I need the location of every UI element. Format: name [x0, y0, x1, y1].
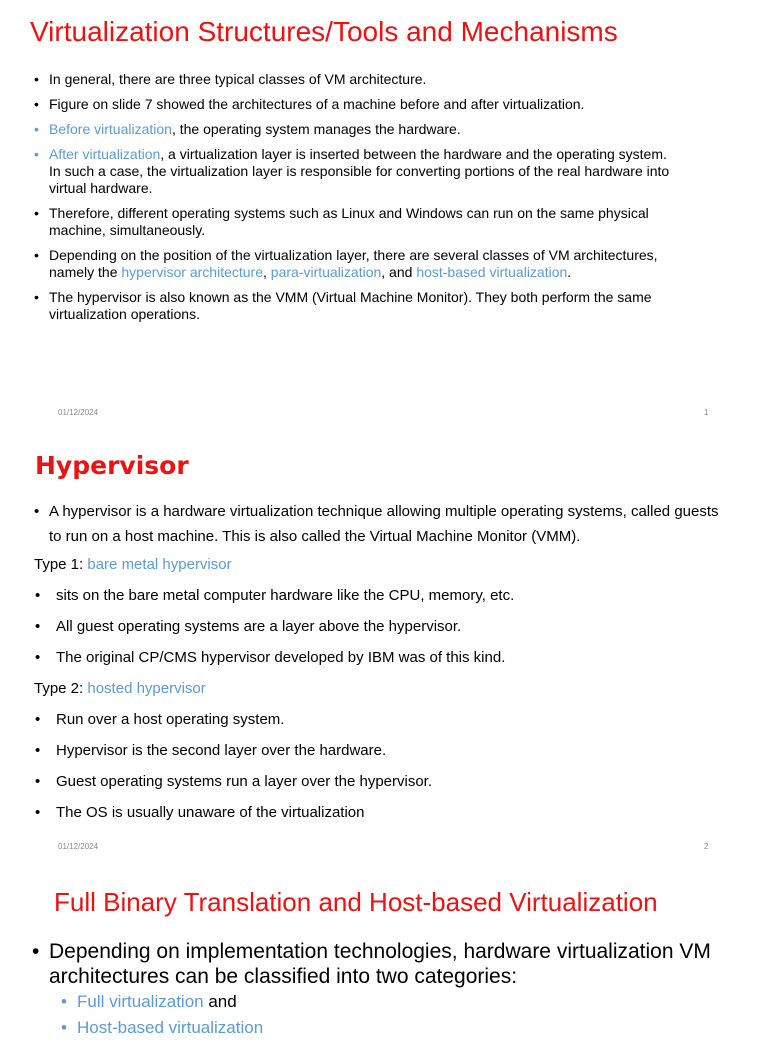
slide-date: 01/12/2024	[58, 842, 99, 851]
list-item: • The hypervisor is also known as the VMM (Virtual Machine Monitor). They both perform the same virtualization operations.	[34, 289, 674, 323]
slide-number: 2	[704, 842, 709, 851]
slide-title: Hypervisor	[35, 451, 189, 480]
type-1-list	[34, 580, 734, 673]
type-2-heading: Type 2: hosted hypervisor	[34, 680, 206, 697]
list-item: • In general, there are three typical classes of VM architecture.	[34, 71, 674, 88]
slide-number: 1	[704, 408, 709, 417]
list-item	[32, 1015, 732, 1041]
list-item: • Run over a host operating system.	[34, 704, 734, 735]
slide-1	[0, 0, 768, 434]
highlight-term: Before virtualization	[49, 121, 172, 137]
list-item: • Depending on the position of the virtualization layer, there are several classes of VM architectures, namely the hypervisor architecture, para-virtualization, and host-based virtualization.	[34, 247, 674, 281]
highlight-term: hypervisor architecture	[121, 264, 263, 280]
highlight-term: Full virtualization	[77, 992, 204, 1011]
slide-title: Full Binary Translation and Host-based Virtualization	[54, 887, 658, 917]
list-item: • Hypervisor is the second layer over the hardware.	[34, 735, 734, 766]
list-item: • Full virtualization and	[32, 989, 732, 1015]
list-item: • Before virtualization, the operating system manages the hardware.	[34, 121, 674, 138]
intro-paragraph: • Depending on implementation technologies, hardware virtualization VM architectures can be classified into two categories:	[32, 939, 732, 989]
highlight-term: hosted hypervisor	[87, 680, 206, 697]
slide-date: 01/12/2024	[58, 408, 99, 417]
type-1-heading: Type 1: bare metal hypervisor	[34, 556, 232, 573]
highlight-term: Host-based virtualization	[77, 1018, 264, 1037]
slide-3	[0, 867, 768, 1037]
list-item: • After virtualization, a virtualization layer is inserted between the hardware and the operating system. In such a case, the virtualization layer is responsible for converting portions of the real hardware into virtual hardware.	[34, 146, 674, 197]
type-2-list	[34, 704, 734, 828]
list-item: • All guest operating systems are a layer above the hypervisor.	[34, 611, 734, 642]
list-item: • Figure on slide 7 showed the architectures of a machine before and after virtualization.	[34, 96, 674, 113]
highlight-term: host-based virtualization	[416, 264, 568, 280]
bullet-list	[34, 71, 674, 331]
slide-2	[0, 434, 768, 867]
highlight-term: bare metal hypervisor	[87, 556, 232, 573]
list-item: • Therefore, different operating systems such as Linux and Windows can run on the same physical machine, simultaneously.	[34, 205, 674, 239]
category-list	[32, 989, 732, 1041]
list-item: • Guest operating systems run a layer over the hypervisor.	[34, 766, 734, 797]
list-item: • sits on the bare metal computer hardware like the CPU, memory, etc.	[34, 580, 734, 611]
slide-title: Virtualization Structures/Tools and Mechanisms	[30, 16, 618, 47]
list-item: • The original CP/CMS hypervisor developed by IBM was of this kind.	[34, 642, 734, 673]
highlight-term: para-virtualization	[270, 264, 382, 280]
intro-paragraph: • A hypervisor is a hardware virtualization technique allowing multiple operating systems, called guests to run on a host machine. This is also called the Virtual Machine Monitor (VMM).	[34, 499, 734, 549]
list-item: • The OS is usually unaware of the virtualization	[34, 797, 734, 828]
highlight-term: After virtualization	[49, 146, 161, 162]
slide-body	[34, 499, 734, 828]
slide-body	[32, 939, 732, 1041]
